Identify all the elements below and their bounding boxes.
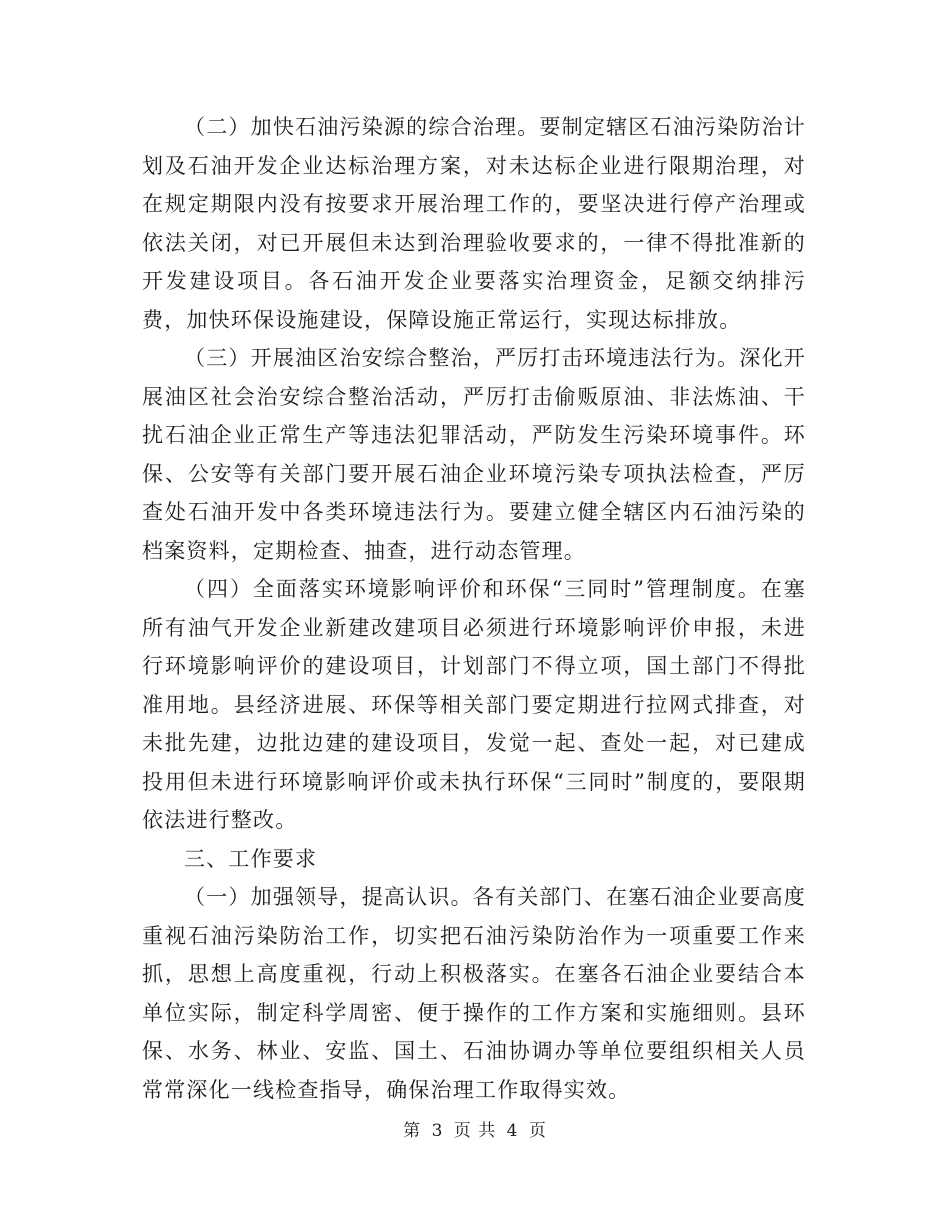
- footer-total-pages: 4: [506, 1121, 519, 1141]
- paragraph-section-2: （二）加快石油污染源的综合治理。要制定辖区石油污染防治计划及石油开发企业达标治理方案，对未达标企业进行限期治理，对在规定期限内没有按要求开展治理工作的，要坚决进行停产治理或依法关闭，对已开展但未达到治理验收要求的，一律不得批准新的开发建设项目。各石油开发企业要落实治理资金，足额交纳排污费，加快环保设施建设，保障设施正常运行，实现达标排放。: [142, 115, 806, 332]
- footer-middle: 页 共: [453, 1121, 497, 1141]
- section-heading-work-requirements: 三、工作要求: [184, 846, 318, 871]
- footer-current-page: 3: [431, 1121, 444, 1141]
- footer-suffix: 页: [528, 1121, 547, 1141]
- paragraph-section-3: （三）开展油区治安综合整治，严厉打击环境违法行为。深化开展油区社会治安综合整治活动，严厉打击偷贩原油、非法炼油、干扰石油企业正常生产等违法犯罪活动，严防发生污染环境事件。环保、公安等有关部门要开展石油企业环境污染专项执法检查，严厉查处石油开发中各类环境违法行为。要建立健全辖区内石油污染的档案资料，定期检查、抽查，进行动态管理。: [142, 346, 806, 563]
- paragraph-section-4: （四）全面落实环境影响评价和环保“三同时”管理制度。在塞所有油气开发企业新建改建项目必须进行环境影响评价申报，未进行环境影响评价的建设项目，计划部门不得立项，国土部门不得批准用地。县经济进展、环保等相关部门要定期进行拉网式排查，对未批先建，边批边建的建设项目，发觉一起、查处一起，对已建成投用但未进行环境影响评价或未执行环保“三同时”制度的，要限期依法进行整改。: [142, 577, 806, 832]
- paragraph-requirement-1: （一）加强领导，提高认识。各有关部门、在塞石油企业要高度重视石油污染防治工作，切实把石油污染防治作为一项重要工作来抓，思想上高度重视，行动上积极落实。在塞各石油企业要结合本单位实际，制定科学周密、便于操作的工作方案和实施细则。县环保、水务、林业、安监、国土、石油协调办等单位要组织相关人员常常深化一线检查指导，确保治理工作取得实效。: [142, 885, 806, 1102]
- document-body: [142, 108, 806, 1109]
- page-footer: [0, 1116, 950, 1141]
- footer-prefix: 第: [403, 1121, 422, 1141]
